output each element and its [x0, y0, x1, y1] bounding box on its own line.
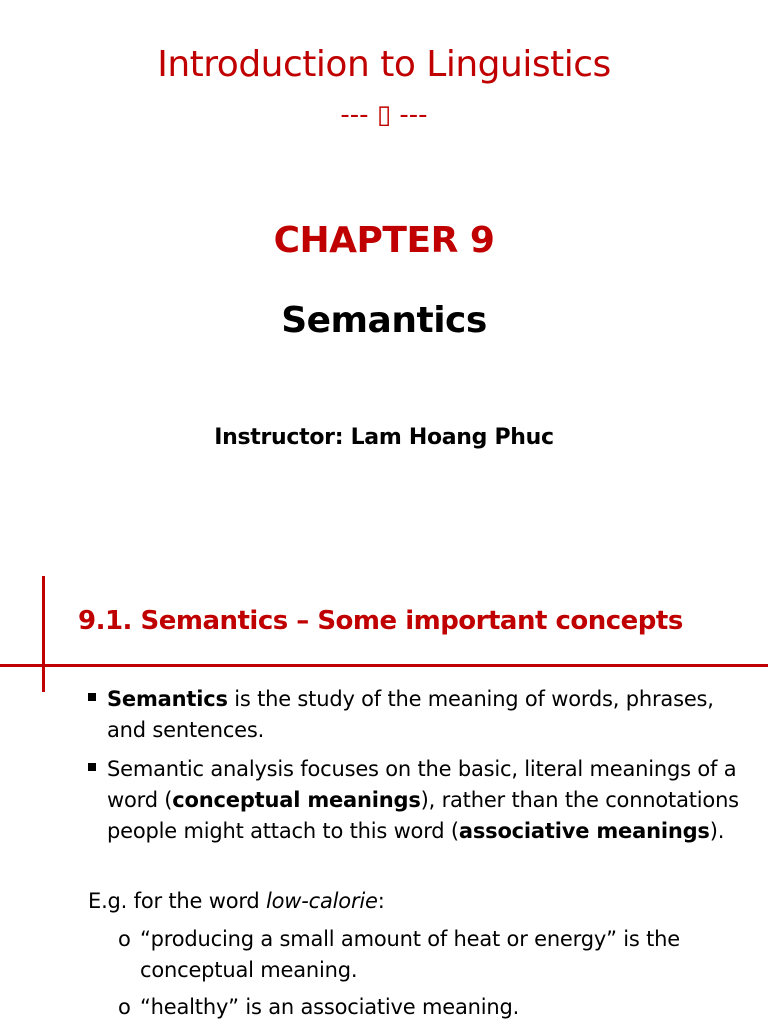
example-line	[88, 886, 385, 917]
term-bold: conceptual meanings	[172, 788, 421, 812]
term-bold: associative meanings	[458, 819, 710, 843]
section-heading: 9.1. Semantics – Some important concepts	[78, 606, 683, 636]
bullet-text: Semantic analysis focuses on the basic, literal meanings of a word (	[107, 757, 737, 812]
example-suffix: :	[377, 889, 385, 913]
bullet-text: ).	[709, 819, 725, 843]
sub-bullet-text: “producing a small amount of heat or energy” is the conceptual meaning.	[140, 927, 680, 982]
circle-bullet-icon: o	[118, 995, 131, 1019]
term-bold: Semantics	[107, 687, 228, 711]
content-slide	[0, 560, 768, 1024]
example-word: low-calorie	[266, 889, 378, 913]
list-item	[88, 754, 748, 847]
instructor-name: Instructor: Lam Hoang Phuc	[214, 425, 554, 450]
sub-bullet-text: “healthy” is an associative meaning.	[140, 995, 520, 1019]
square-bullet-icon	[88, 693, 96, 701]
list-item	[88, 684, 748, 746]
chapter-title: CHAPTER 9	[273, 220, 495, 261]
accent-horizontal-line	[0, 664, 768, 667]
bullet-text: ), rather than the connotations people might attach to this word (	[107, 788, 739, 843]
square-bullet-icon	[88, 763, 96, 771]
list-item	[118, 924, 738, 986]
example-prefix: E.g. for the word	[88, 889, 267, 913]
separator: --- ▯ ---	[340, 100, 428, 130]
chapter-subject: Semantics	[281, 300, 487, 341]
bullet-text: is the study of the meaning of words, phrases, and sentences.	[107, 687, 714, 742]
accent-vertical-line	[42, 576, 45, 692]
circle-bullet-icon: o	[118, 927, 131, 951]
list-item	[118, 992, 738, 1023]
course-title: Introduction to Linguistics	[157, 44, 611, 85]
